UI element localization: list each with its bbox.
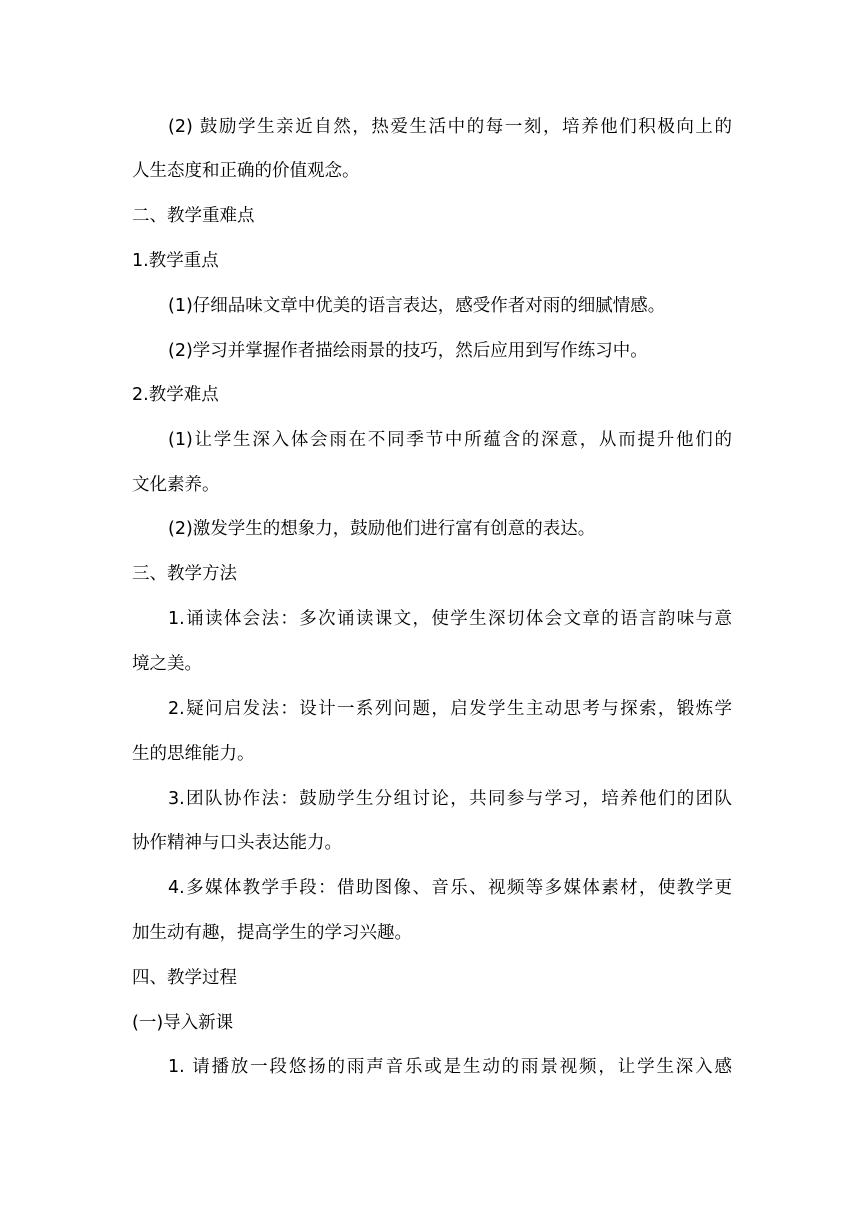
section-heading: 二、教学重难点 <box>132 206 255 226</box>
paragraph-line: 1.诵读体会法：多次诵读课文，使学生深切体会文章的语言韵味与意 <box>168 609 732 629</box>
paragraph-line: 4.多媒体教学手段：借助图像、音乐、视频等多媒体素材，使教学更 <box>168 878 732 898</box>
paragraph-line: 生的思维能力。 <box>132 744 255 764</box>
paragraph-line: (2)激发学生的想象力，鼓励他们进行富有创意的表达。 <box>168 519 596 539</box>
paragraph-line: (1)仔细品味文章中优美的语言表达，感受作者对雨的细腻情感。 <box>168 296 666 316</box>
paragraph-line: (2)学习并掌握作者描绘雨景的技巧，然后应用到写作练习中。 <box>168 341 648 361</box>
paragraph-line: (1)让学生深入体会雨在不同季节中所蕴含的深意，从而提升他们的 <box>168 430 732 450</box>
subsection-heading: (一)导入新课 <box>132 1013 234 1033</box>
subsection-heading: 2.教学难点 <box>132 385 219 405</box>
paragraph-line: 文化素养。 <box>132 475 220 495</box>
paragraph-line: (2) 鼓励学生亲近自然，热爱生活中的每一刻，培养他们积极向上的 <box>168 117 732 137</box>
paragraph-line: 1. 请播放一段悠扬的雨声音乐或是生动的雨景视频，让学生深入感 <box>168 1057 732 1077</box>
section-heading: 四、教学过程 <box>132 968 237 988</box>
paragraph-line: 境之美。 <box>132 654 202 674</box>
subsection-heading: 1.教学重点 <box>132 251 219 271</box>
paragraph-line: 3.团队协作法：鼓励学生分组讨论，共同参与学习，培养他们的团队 <box>168 789 732 809</box>
paragraph-line: 加生动有趣，提高学生的学习兴趣。 <box>132 923 412 943</box>
paragraph-line: 协作精神与口头表达能力。 <box>132 833 342 853</box>
paragraph-line: 人生态度和正确的价值观念。 <box>132 161 360 181</box>
paragraph-line: 2.疑问启发法：设计一系列问题，启发学生主动思考与探索，锻炼学 <box>168 699 732 719</box>
section-heading: 三、教学方法 <box>132 564 237 584</box>
